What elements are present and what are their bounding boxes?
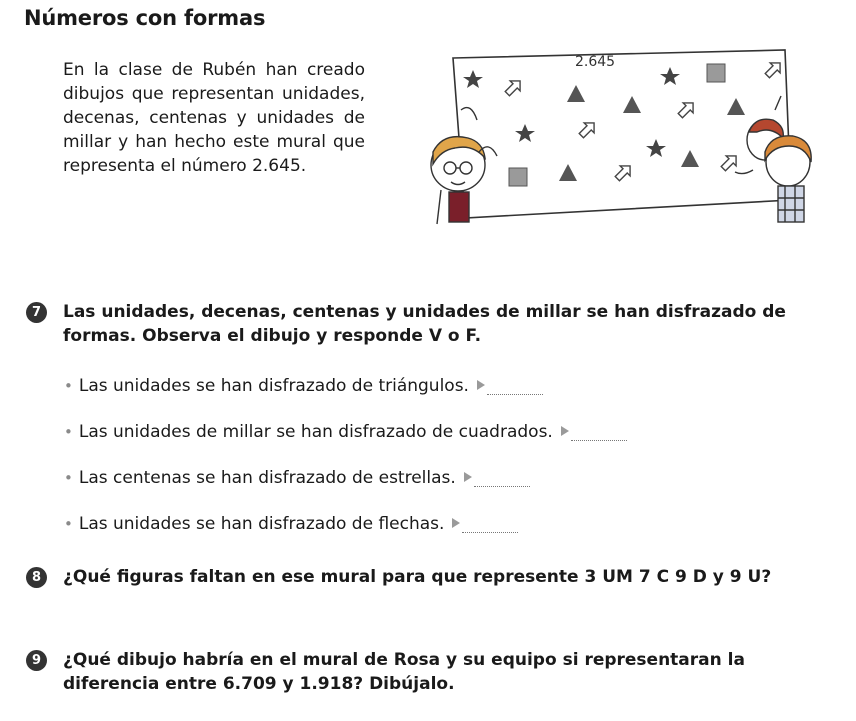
answer-blank[interactable] (487, 378, 543, 395)
statement-item (64, 420, 627, 442)
bullet-icon: • (64, 377, 73, 395)
question-number-badge: 8 (26, 567, 47, 588)
question-7 (26, 300, 846, 348)
answer-blank[interactable] (571, 424, 627, 441)
question-9 (26, 648, 846, 696)
question-number-badge: 9 (26, 650, 47, 671)
statement-item (64, 512, 518, 534)
statement-text: Las unidades se han disfrazado de triángulos. (78, 376, 469, 396)
question-number-badge: 7 (26, 302, 47, 323)
statement-item (64, 466, 530, 488)
statement-item (64, 374, 543, 396)
bullet-icon: • (64, 515, 73, 533)
arrow-right-icon (561, 426, 569, 436)
question-text: Las unidades, decenas, centenas y unidades de millar se han disfrazado de formas. Observa el dibujo y responde V o F. (63, 302, 786, 346)
statement-text: Las unidades de millar se han disfrazado de cuadrados. (78, 422, 553, 442)
intro-paragraph: En la clase de Rubén han creado dibujos que representan unidades, decenas, centenas y unidades de millar y han hecho este mural que representa el número 2.645. (63, 60, 365, 176)
page-title: Números con formas (24, 6, 266, 30)
arrow-right-icon (452, 518, 460, 528)
bullet-icon: • (64, 469, 73, 487)
mural-illustration (413, 40, 823, 232)
question-text: ¿Qué dibujo habría en el mural de Rosa y su equipo si representaran la diferencia entre 6.709 y 1.918? Dibújalo. (63, 650, 745, 694)
question-text: ¿Qué figuras faltan en ese mural para que represente 3 UM 7 C 9 D y 9 U? (63, 567, 772, 587)
answer-blank[interactable] (474, 470, 530, 487)
arrow-right-icon (464, 472, 472, 482)
statement-text: Las unidades se han disfrazado de flechas. (78, 514, 445, 534)
question-8 (26, 565, 846, 589)
arrow-right-icon (477, 380, 485, 390)
statement-text: Las centenas se han disfrazado de estrellas. (78, 468, 456, 488)
mural-number: 2.645 (575, 54, 616, 70)
answer-blank[interactable] (462, 516, 518, 533)
bullet-icon: • (64, 423, 73, 441)
